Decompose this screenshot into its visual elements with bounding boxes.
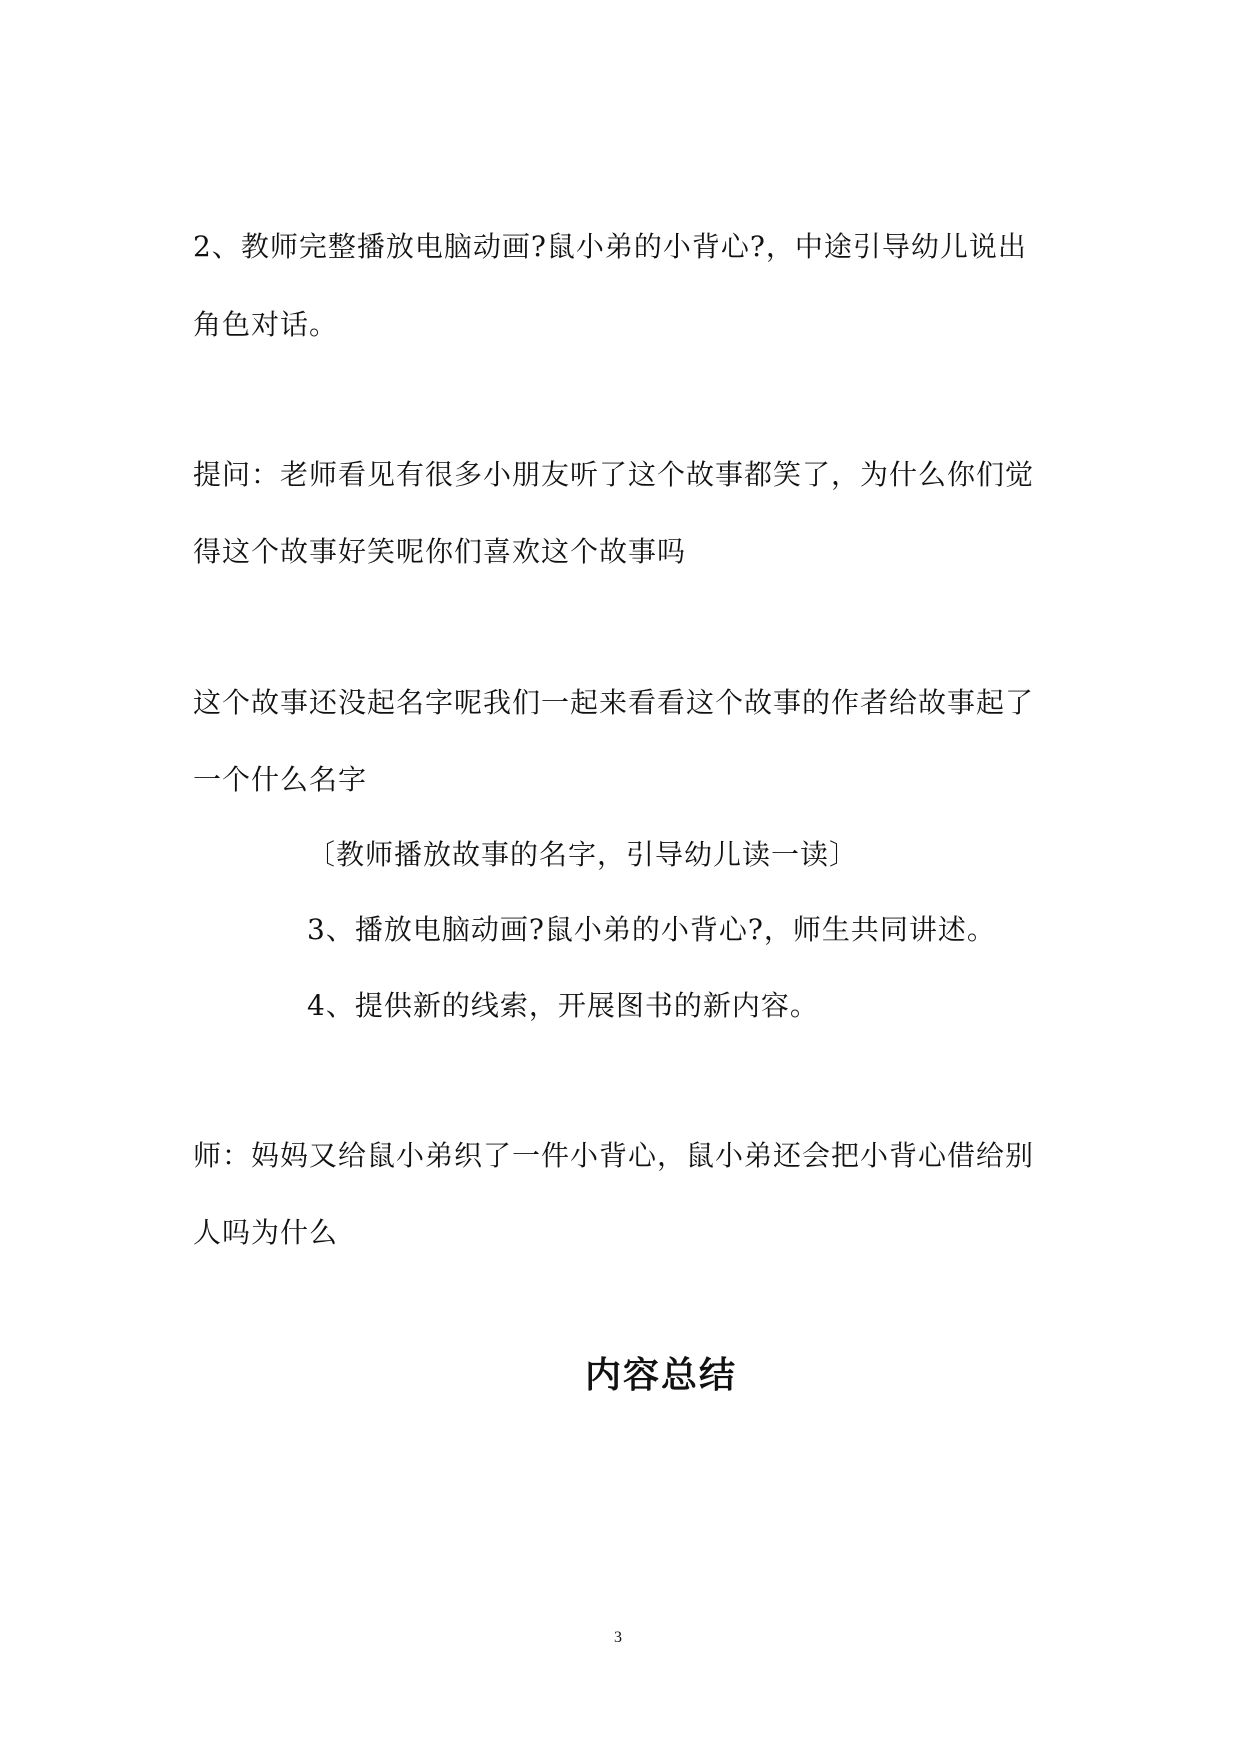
paragraph-line-indented: 4、提供新的线索，开展图书的新内容。 bbox=[307, 989, 819, 1022]
paragraph-line: 人吗为什么 bbox=[193, 1216, 339, 1249]
paragraph-line: 提问：老师看见有很多小朋友听了这个故事都笑了，为什么你们觉 bbox=[193, 458, 1035, 491]
paragraph-line: 2、教师完整播放电脑动画?鼠小弟的小背心?，中途引导幼儿说出 bbox=[193, 230, 1027, 263]
paragraph-line: 师：妈妈又给鼠小弟织了一件小背心，鼠小弟还会把小背心借给别 bbox=[193, 1139, 1035, 1172]
paragraph-line: 一个什么名字 bbox=[193, 763, 368, 796]
page-number: 3 bbox=[614, 1629, 622, 1646]
paragraph-line-indented: 〔教师播放故事的名字，引导幼儿读一读〕 bbox=[307, 838, 859, 871]
paragraph-line: 这个故事还没起名字呢我们一起来看看这个故事的作者给故事起了 bbox=[193, 686, 1035, 719]
paragraph-line-indented: 3、播放电脑动画?鼠小弟的小背心?，师生共同讲述。 bbox=[307, 913, 996, 946]
paragraph-line: 得这个故事好笑呢你们喜欢这个故事吗 bbox=[193, 535, 687, 568]
paragraph-line: 角色对话。 bbox=[193, 308, 339, 341]
section-heading: 内容总结 bbox=[585, 1355, 738, 1396]
